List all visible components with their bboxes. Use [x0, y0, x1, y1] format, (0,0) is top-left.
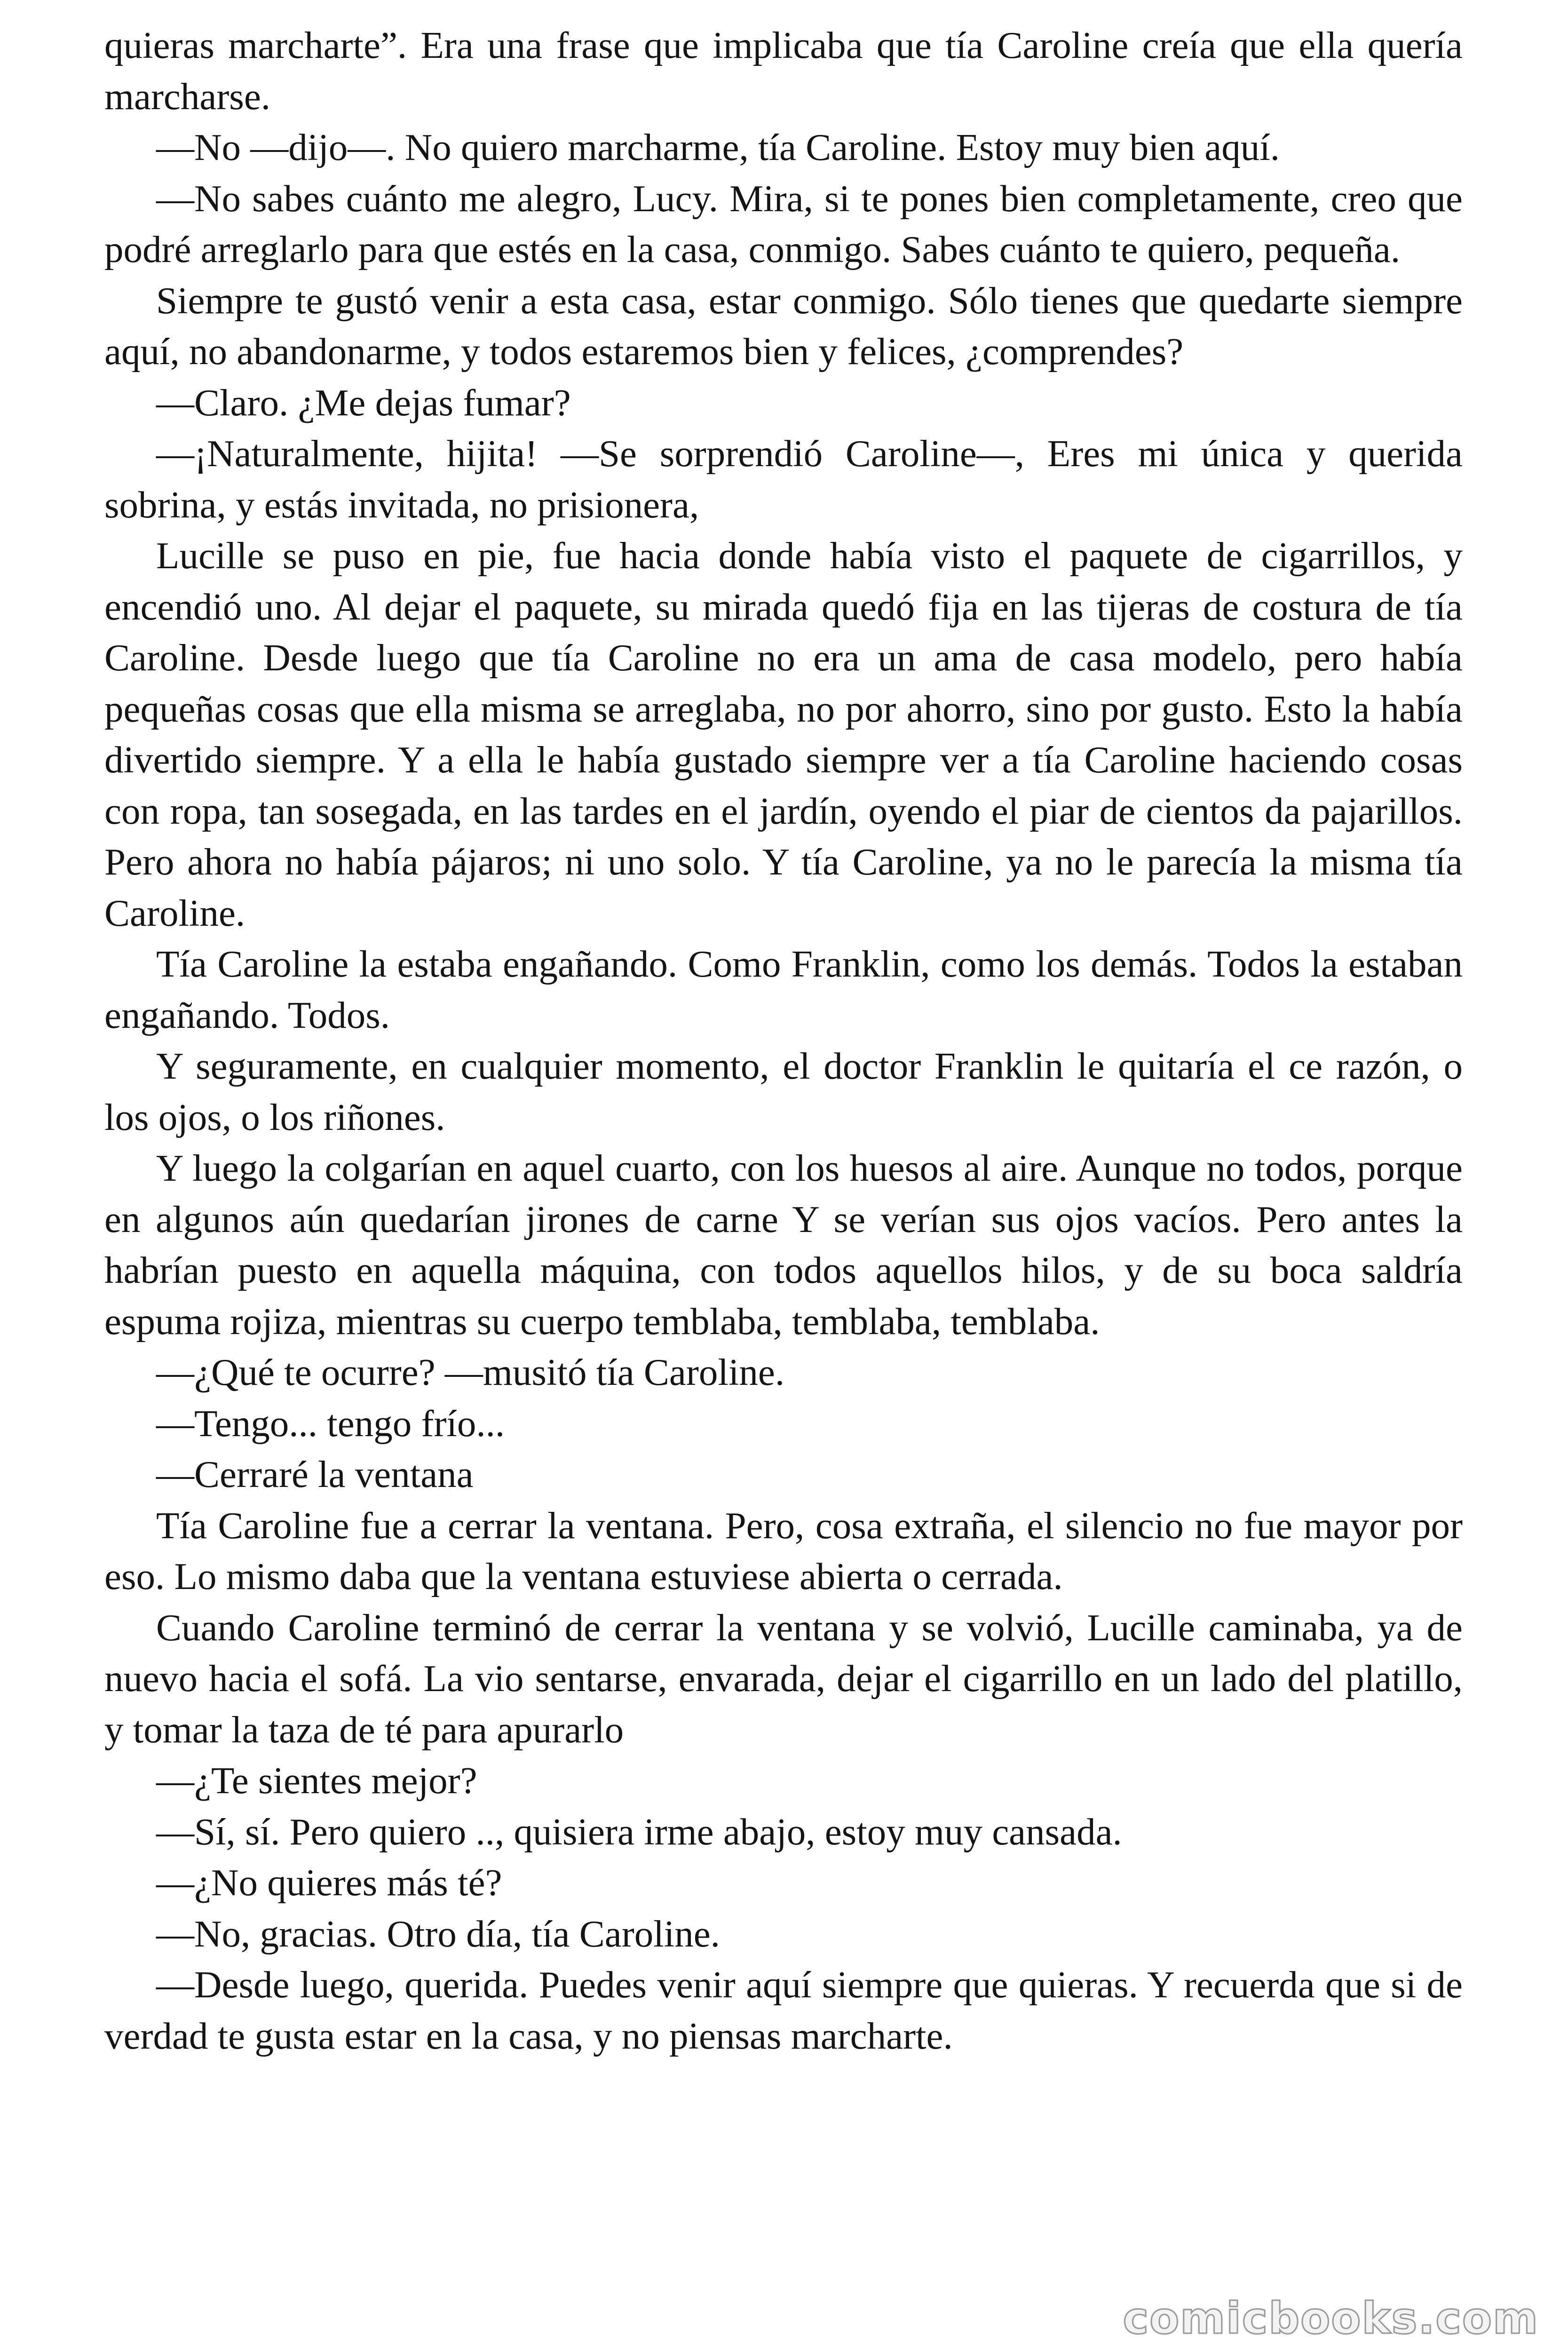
paragraph-2: —No —dijo—. No quiero marcharme, tía Caroline. Estoy muy bien aquí.: [156, 126, 1280, 168]
paragraph-16: —¿Te sientes mejor?: [156, 1759, 477, 1802]
paragraph-10: Y luego la colgarían en aquel cuarto, con los huesos al aire. Aunque no todos, porque en algunos aún quedarían jirones de carne Y se verían sus ojos vacíos. Pero antes la habrían puesto en aquella máquina, con todos aquellos hilos, y de su boca saldría espuma rojiza, mientras su cuerpo temblaba, temblaba, temblaba.: [104, 1147, 1463, 1343]
paragraph-19: —No, gracias. Otro día, tía Caroline.: [156, 1912, 720, 1955]
paragraph-7: Lucille se puso en pie, fue hacia donde había visto el paquete de cigarrillos, y encendió uno. Al dejar el paquete, su mirada quedó fija en las tijeras de costura de tía Caroline. Desde luego que tía Caroline no era un ama de casa modelo, pero había pequeñas cosas que ella misma se arreglaba, no por ahorro, sino por gusto. Esto la había divertido siempre. Y a ella le había gustado siempre ver a tía Caroline haciendo cosas con ropa, tan sosegada, en las tardes en el jardín, oyendo el piar de cientos da pajarillos. Pero ahora no había pájaros; ni uno solo. Y tía Caroline, ya no le parecía la misma tía Caroline.: [104, 534, 1463, 934]
paragraph-3: —No sabes cuánto me alegro, Lucy. Mira, si te pones bien completamente, creo que podré arreglarlo para que estés en la casa, conmigo. Sabes cuánto te quiero, pequeña.: [104, 177, 1463, 270]
paragraph-4: Siempre te gustó venir a esta casa, estar conmigo. Sólo tienes que quedarte siempre aquí, no abandonarme, y todos estaremos bien y felices, ¿comprendes?: [104, 279, 1463, 373]
paragraph-18: —¿No quieres más té?: [156, 1861, 502, 1904]
paragraph-9: Y seguramente, en cualquier momento, el doctor Franklin le quitaría el ce razón, o los ojos, o los riñones.: [104, 1045, 1463, 1138]
paragraph-6: —¡Naturalmente, hijita! —Se sorprendió Caroline—, Eres mi única y querida sobrina, y estás invitada, no prisionera,: [104, 432, 1463, 526]
paragraph-14: Tía Caroline fue a cerrar la ventana. Pero, cosa extraña, el silencio no fue mayor por eso. Lo mismo daba que la ventana estuviese abierta o cerrada.: [104, 1504, 1463, 1597]
document-page: [104, 20, 1463, 2061]
paragraph-12: —Tengo... tengo frío...: [156, 1402, 505, 1445]
watermark-logo: comicbooks.com: [1123, 2293, 1539, 2344]
paragraph-8: Tía Caroline la estaba engañando. Como Franklin, como los demás. Todos la estaban engañando. Todos.: [104, 943, 1463, 1036]
paragraph-11: —¿Qué te ocurre? —musitó tía Caroline.: [156, 1351, 785, 1393]
paragraph-13: —Cerraré la ventana: [156, 1453, 474, 1495]
paragraph-15: Cuando Caroline terminó de cerrar la ventana y se volvió, Lucille caminaba, ya de nuevo hacia el sofá. La vio sentarse, envarada, dejar el cigarrillo en un lado del platillo, y tomar la taza de té para apurarlo: [104, 1606, 1463, 1751]
paragraph-20: —Desde luego, querida. Puedes venir aquí siempre que quieras. Y recuerda que si de verdad te gusta estar en la casa, y no piensas marcharte.: [104, 1963, 1463, 2057]
paragraph-5: —Claro. ¿Me dejas fumar?: [156, 381, 571, 424]
paragraph-17: —Sí, sí. Pero quiero .., quisiera irme abajo, estoy muy cansada.: [156, 1810, 1122, 1853]
paragraph-1: quieras marcharte”. Era una frase que implicaba que tía Caroline creía que ella quería marcharse.: [104, 24, 1463, 118]
